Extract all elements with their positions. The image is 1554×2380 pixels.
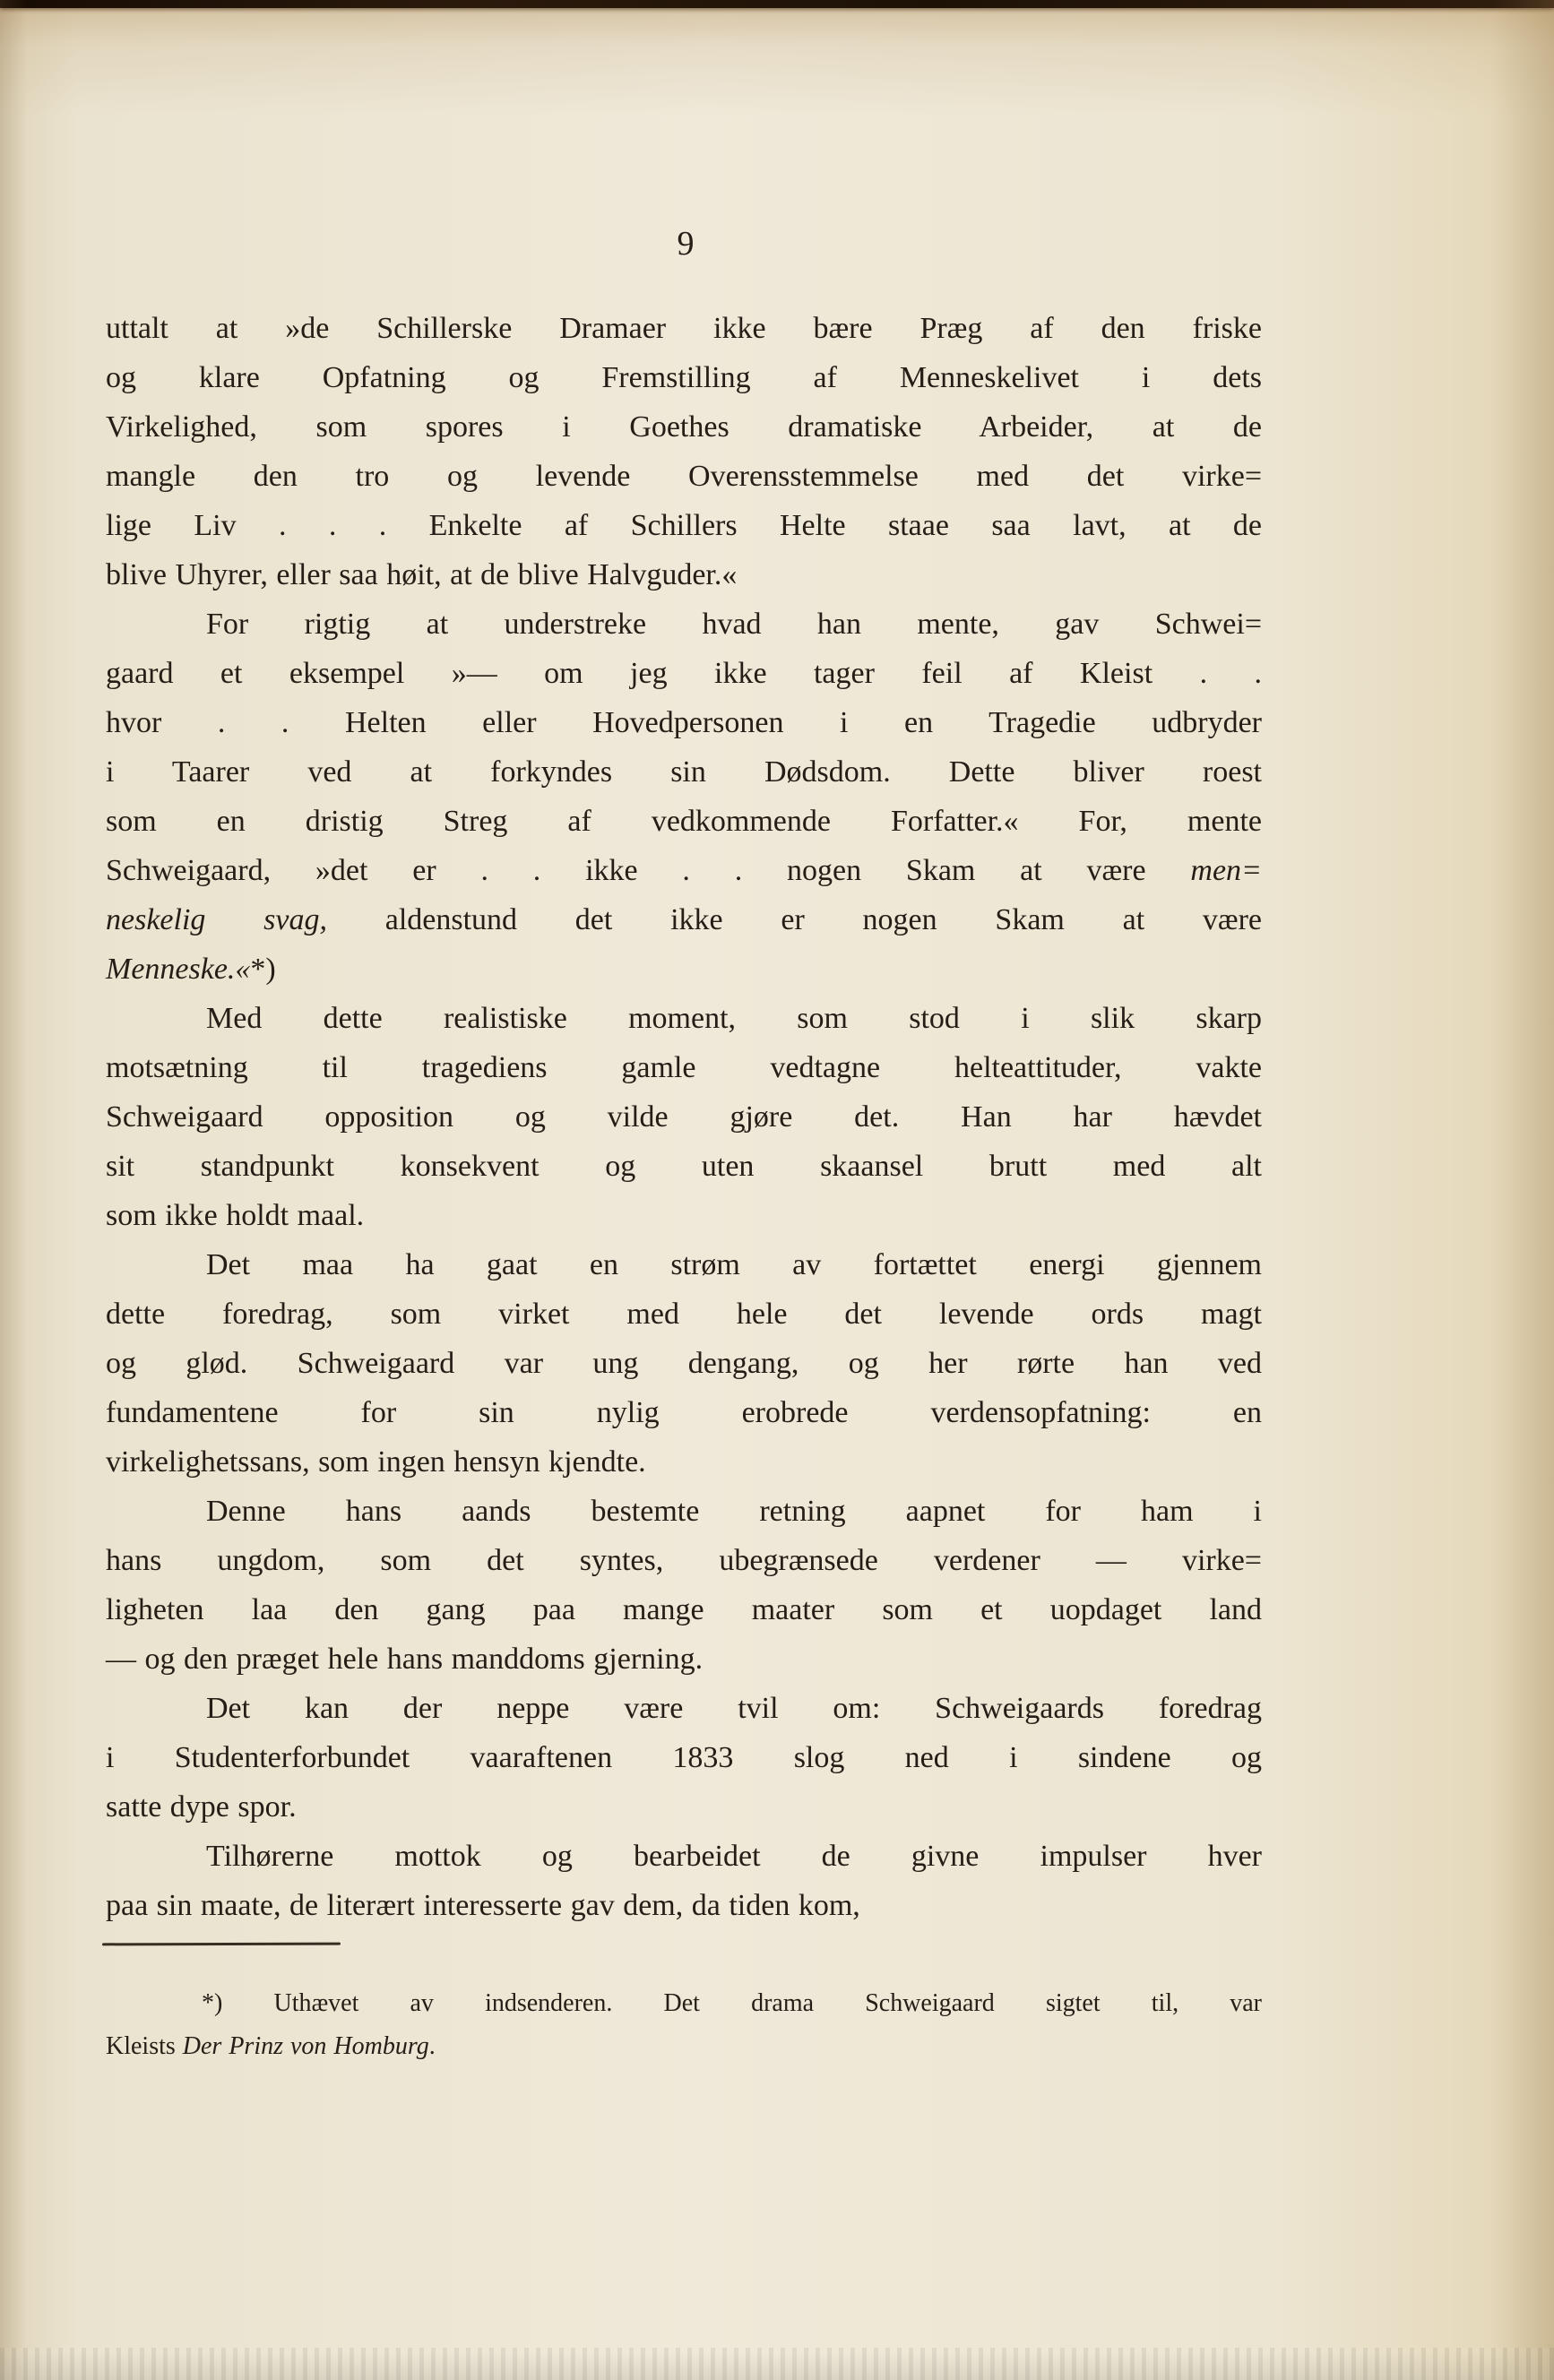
text-segment: Schweigaard opposition og vilde gjøre det. Han har hævdet [106,1100,1262,1134]
text-segment: virkelighetssans, som ingen hensyn kjendte. [106,1445,646,1479]
text-segment: Virkelighed, som spores i Goethes dramatiske Arbeider, at de [106,410,1262,444]
text-line [106,599,1262,649]
text-line [106,1142,1262,1191]
text-line [106,1634,1262,1684]
text-line [106,1191,1262,1240]
text-line [106,649,1262,698]
footnote-line [106,2025,1262,2068]
scan-edge-bottom [0,2348,1554,2380]
text-line [106,1733,1262,1782]
text-segment: *) [250,953,276,986]
italic-text-segment: men= [1190,854,1262,887]
text-segment: Det kan der neppe være tvil om: Schweigaards foredrag [206,1692,1262,1725]
text-line [106,353,1262,402]
footnote [106,1982,1262,2068]
text-line [106,501,1262,550]
text-segment: ligheten laa den gang paa mange maater som et uopdaget land [106,1593,1262,1626]
italic-text-segment: Der Prinz von Homburg [182,2032,429,2060]
text-segment: Med dette realistiske moment, som stod i slik skarp [206,1002,1262,1035]
italic-text-segment: Menneske.« [106,953,251,986]
text-segment: Kleists [106,2032,183,2060]
text-line [106,1240,1262,1289]
text-segment: motsætning til tragediens gamle vedtagne helteattituder, vakte [106,1051,1262,1084]
text-segment: Schweigaard, »det er . . ikke . . nogen Skam at være [106,854,1191,887]
text-line [106,1487,1262,1536]
text-line [106,895,1262,944]
text-line [106,1437,1262,1487]
text-segment: og glød. Schweigaard var ung dengang, og her rørte han ved [106,1347,1262,1380]
scan-edge-left [0,0,27,2380]
text-line [106,1043,1262,1092]
text-segment: dette foredrag, som virket med hele det levende ords magt [106,1298,1262,1331]
text-line [106,1881,1262,1930]
text-segment: paa sin maate, de literært interesserte gav dem, da tiden kom, [106,1889,860,1922]
text-line [106,1339,1262,1388]
text-line [106,747,1262,797]
text-segment: i Studenterforbundet vaaraftenen 1833 slog ned i sindene og [106,1741,1262,1774]
text-line [106,797,1262,846]
text-line [106,1585,1262,1634]
text-line [106,846,1262,895]
text-line [106,304,1262,353]
text-line [106,402,1262,452]
text-line [106,944,1262,994]
text-segment: som ikke holdt maal. [106,1199,365,1232]
text-segment: hans ungdom, som det syntes, ubegrænsede verdener — virke= [106,1544,1262,1577]
scan-edge-top [0,0,1554,8]
text-segment: gaard et eksempel »— om jeg ikke tager feil af Kleist . . [106,657,1262,690]
text-segment: . [428,2032,436,2060]
text-line [106,1832,1262,1881]
text-segment: hvor . . Helten eller Hovedpersonen i en Tragedie udbryder [106,706,1262,739]
text-segment: lige Liv . . . Enkelte af Schillers Helte staae saa lavt, at de [106,509,1262,542]
text-line [106,994,1262,1043]
text-segment: mangle den tro og levende Overensstemmelse med det virke= [106,460,1262,493]
text-line [106,1388,1262,1437]
text-segment: uttalt at »de Schillerske Dramaer ikke bære Præg af den friske [106,312,1262,345]
italic-text-segment: neskelig svag, [106,903,327,936]
text-line [106,1782,1262,1832]
text-line [106,1289,1262,1339]
text-segment: som en dristig Streg af vedkommende Forfatter.« For, mente [106,805,1262,838]
text-segment: aldenstund det ikke er nogen Skam at være [326,903,1262,936]
text-segment: Denne hans aands bestemte retning aapnet for ham i [206,1495,1262,1528]
text-line [106,698,1262,747]
text-line [106,550,1262,599]
text-segment: i Taarer ved at forkyndes sin Dødsdom. Dette bliver roest [106,755,1262,789]
footnote-rule [102,1943,341,1946]
text-segment: *) Uthævet av indsenderen. Det drama Schweigaard sigtet til, var [202,1989,1262,2017]
text-segment: sit standpunkt konsekvent og uten skaansel brutt med alt [106,1150,1262,1183]
page-number: 9 [677,225,695,263]
text-segment: satte dype spor. [106,1790,297,1824]
text-line [106,452,1262,501]
text-line [106,1536,1262,1585]
text-segment: fundamentene for sin nylig erobrede verdensopfatning: en [106,1396,1262,1429]
text-segment: Tilhørerne mottok og bearbeidet de givne impulser hver [206,1840,1262,1873]
body-text [106,304,1262,1930]
text-line [106,1092,1262,1142]
scan-edge-right [1491,0,1554,2380]
text-segment: Det maa ha gaat en strøm av fortættet energi gjennem [206,1248,1262,1281]
text-segment: For rigtig at understreke hvad han mente, gav Schwei= [206,608,1262,641]
footnote-line [106,1982,1262,2025]
text-segment: blive Uhyrer, eller saa høit, at de blive Halvguder.« [106,558,738,591]
text-segment: — og den præget hele hans manddoms gjerning. [106,1643,704,1676]
text-line [106,1684,1262,1733]
text-segment: og klare Opfatning og Fremstilling af Menneskelivet i dets [106,361,1262,394]
